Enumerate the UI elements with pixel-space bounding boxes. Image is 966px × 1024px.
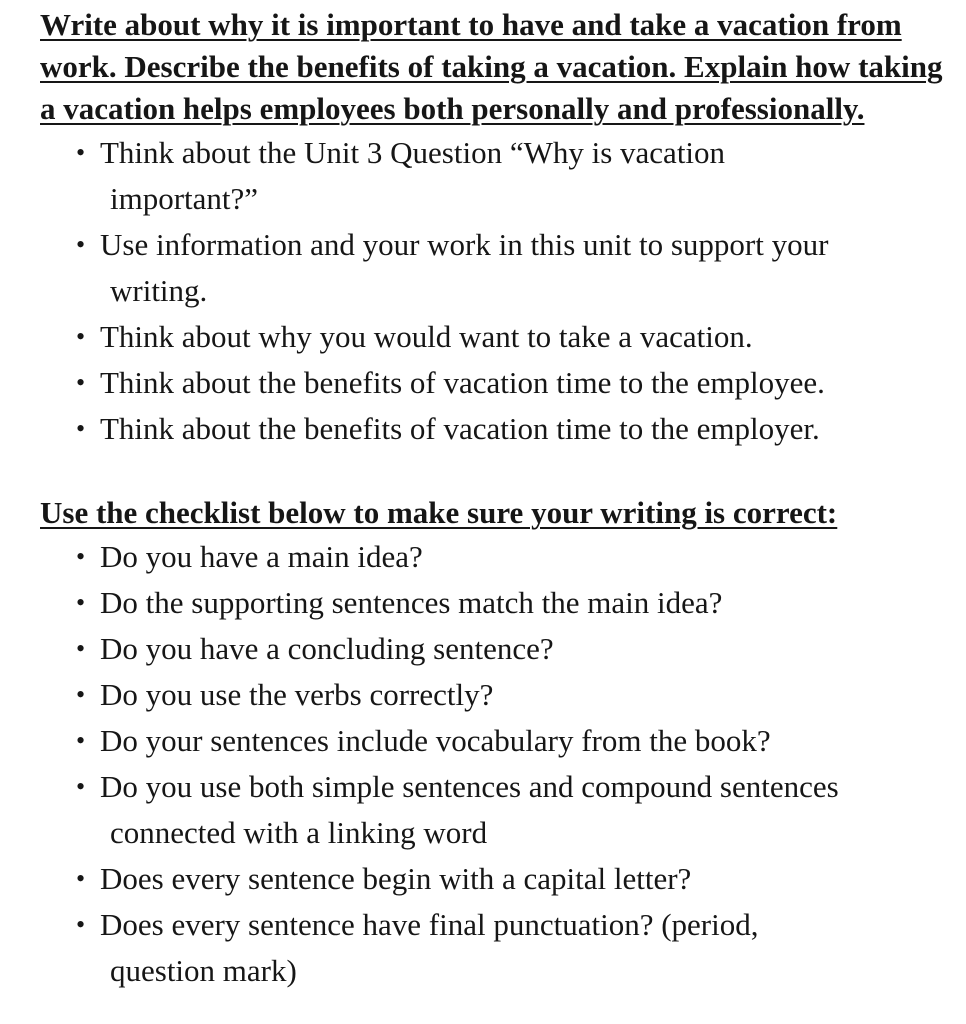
bullet-icon: • xyxy=(76,368,86,397)
list-item xyxy=(76,580,946,626)
bullet-icon: • xyxy=(76,772,86,801)
bullet-icon: • xyxy=(76,910,86,939)
checklist-text: Do you use the verbs correctly? xyxy=(100,677,494,712)
list-item xyxy=(76,718,946,764)
bullet-icon: • xyxy=(76,542,86,571)
tip-text-continued: important?” xyxy=(110,181,259,216)
tip-text: Think about the benefits of vacation time to the employer. xyxy=(100,411,820,446)
checklist-text: Does every sentence have final punctuation? (period, xyxy=(100,907,759,942)
list-item xyxy=(76,406,946,452)
prompt-heading: Write about why it is important to have and take a vacation from work. Describe the benefits of taking a vacation. Explain how taking a vacation helps employees both personally and professionally. xyxy=(40,7,943,126)
list-item xyxy=(76,626,946,672)
list-item xyxy=(76,672,946,718)
list-item xyxy=(76,130,946,222)
tip-text-continued: writing. xyxy=(110,273,208,308)
checklist-text: Do the supporting sentences match the main idea? xyxy=(100,585,723,620)
list-item xyxy=(76,360,946,406)
checklist-text: Do you use both simple sentences and compound sentences xyxy=(100,769,839,804)
bullet-icon: • xyxy=(76,864,86,893)
list-item xyxy=(76,764,946,856)
tip-text: Think about why you would want to take a vacation. xyxy=(100,319,753,354)
section-spacer xyxy=(40,452,946,492)
checklist-heading: Use the checklist below to make sure your writing is correct: xyxy=(40,495,838,530)
bullet-icon: • xyxy=(76,588,86,617)
bullet-icon: • xyxy=(76,726,86,755)
bullet-icon: • xyxy=(76,634,86,663)
tip-text: Think about the benefits of vacation time to the employee. xyxy=(100,365,825,400)
bullet-icon: • xyxy=(76,138,86,167)
bullet-icon: • xyxy=(76,680,86,709)
bullet-icon: • xyxy=(76,322,86,351)
checklist-text-continued: connected with a linking word xyxy=(110,815,488,850)
checklist-text: Do you have a concluding sentence? xyxy=(100,631,554,666)
checklist-text: Does every sentence begin with a capital letter? xyxy=(100,861,692,896)
checklist-text: Do you have a main idea? xyxy=(100,539,423,574)
tip-text: Use information and your work in this unit to support your xyxy=(100,227,829,262)
list-item xyxy=(76,902,946,994)
list-item xyxy=(76,856,946,902)
list-item xyxy=(76,314,946,360)
tip-text: Think about the Unit 3 Question “Why is vacation xyxy=(100,135,726,170)
bullet-icon: • xyxy=(76,230,86,259)
list-item xyxy=(76,534,946,580)
prompt-tips-list xyxy=(40,130,946,452)
bullet-icon: • xyxy=(76,414,86,443)
list-item xyxy=(76,222,946,314)
checklist-text-continued: question mark) xyxy=(110,953,297,988)
checklist-list xyxy=(40,534,946,994)
checklist-text: Do your sentences include vocabulary from the book? xyxy=(100,723,771,758)
